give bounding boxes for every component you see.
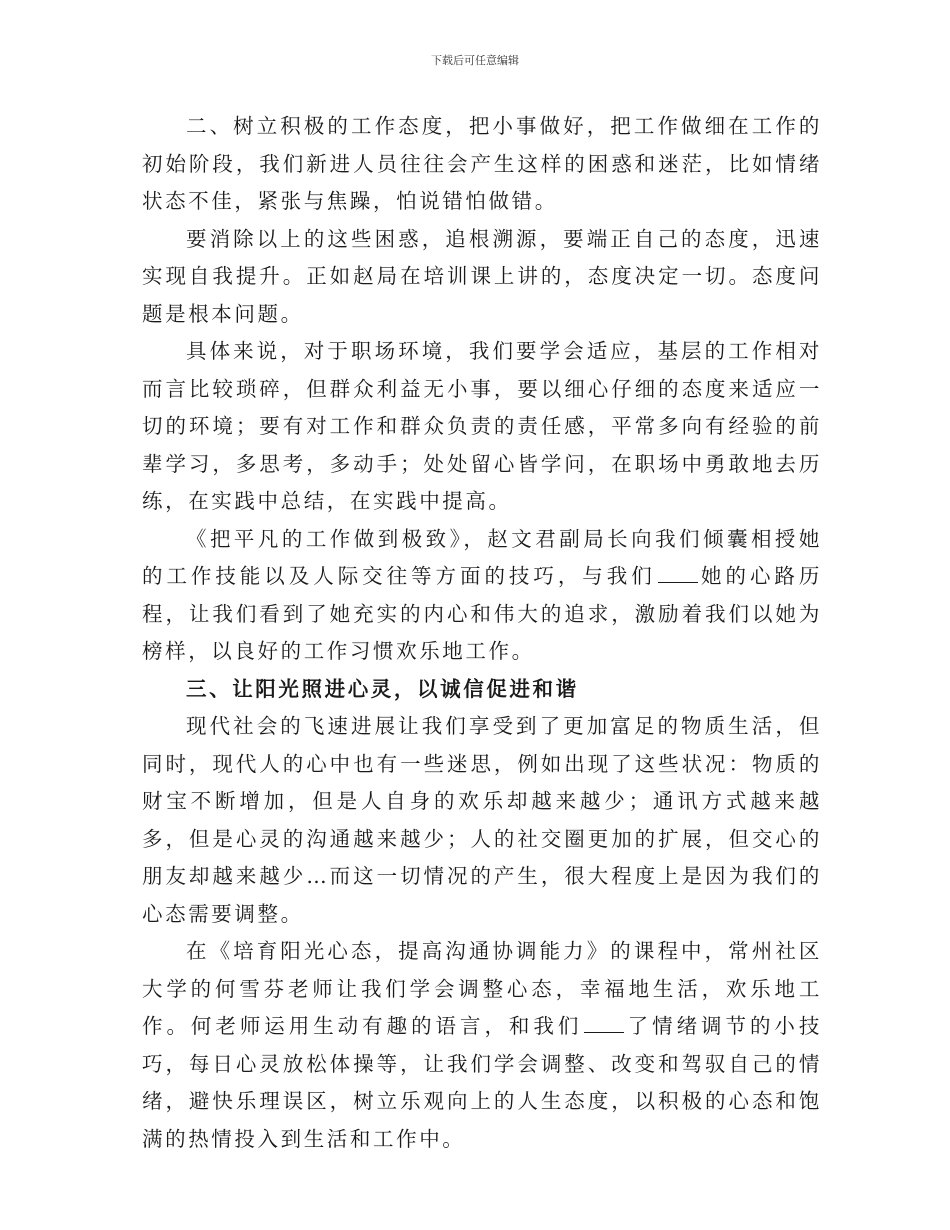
paragraph-workplace-adaptation: 具体来说，对于职场环境，我们要学会适应，基层的工作相对而言比较琐碎，但群众利益无小事，要以细心仔细的态度来适应一切的环境；要有对工作和群众负责的责任感，平常多向有经验的前辈学习，多思考，多动手；处处留心皆学问，在职场中勇敢地去历练，在实践中总结，在实践中提高。 [142,339,822,513]
paragraph-ordinary-work-part1: 《把平凡的工作做到极致》，赵文君副局长向我们倾囊相授她的工作技能以及人际交往等方面的技巧，与我们 [142,526,822,588]
fill-in-blank [584,1014,624,1033]
page-header: 下载后可任意编辑 [431,54,519,67]
document-body [142,108,822,1158]
fill-in-blank [658,564,698,583]
paragraph-sunny-mindset-part2: 了情绪调节的小技巧，每日心灵放松体操等，让我们学会调整、改变和驾驭自己的情绪，避快乐理误区，树立乐观向上的人生态度，以积极的心态和饱满的热情投入到生活和工作中。 [142,1014,822,1151]
paragraph-ordinary-work-part2: 她的心路历程，让我们看到了她充实的内心和伟大的追求，激励着我们以她为榜样，以良好的工作习惯欢乐地工作。 [142,564,822,663]
paragraph-self-improvement: 要消除以上的这些困惑，追根溯源，要端正自己的态度，迅速实现自我提升。正如赵局在培训课上讲的，态度决定一切。态度问题是根本问题。 [142,226,822,326]
paragraph-sunny-mindset-part1: 在《培育阳光心态，提高沟通协调能力》的课程中，常州社区大学的何雪芬老师让我们学会调整心态，幸福地生活，欢乐地工作。何老师运用生动有趣的语言，和我们 [142,939,822,1038]
paragraph-modern-society: 现代社会的飞速进展让我们享受到了更加富足的物质生活，但同时，现代人的心中也有一些迷思，例如出现了这些状况：物质的财宝不断增加，但是人自身的欢乐却越来越少；通讯方式越来越多，但是心灵的沟通越来越少；人的社交圈更加的扩展，但交心的朋友却越来越少…而这一切情况的产生，很大程度上是因为我们的心态需要调整。 [142,714,822,926]
section-heading-three: 三、让阳光照进心灵，以诚信促进和谐 [186,676,579,701]
paragraph-sunny-mindset [142,933,822,1158]
paragraph-attitude: 二、树立积极的工作态度，把小事做好，把工作做细在工作的初始阶段，我们新进人员往往会产生这样的困惑和迷茫，比如情绪状态不佳，紧张与焦躁，怕说错怕做错。 [142,114,822,213]
paragraph-ordinary-work [142,521,822,671]
